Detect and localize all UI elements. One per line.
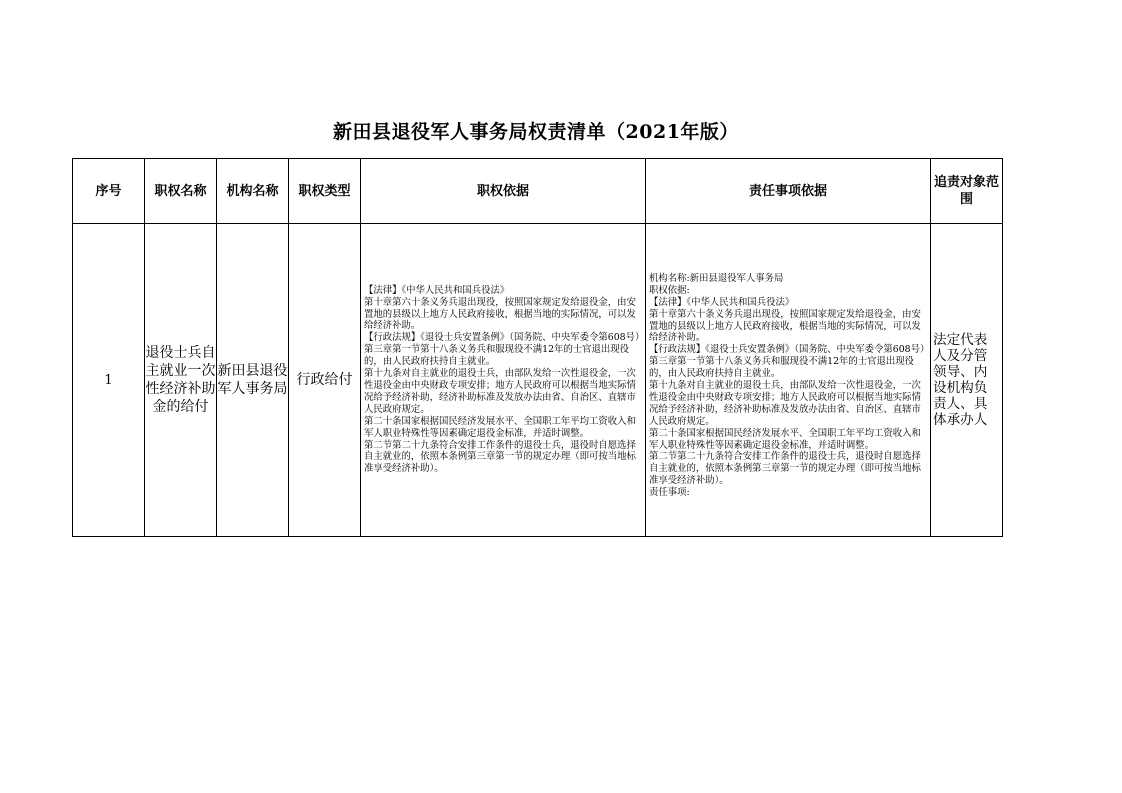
cell-power-type: 行政给付 (289, 224, 361, 537)
duty-basis-line: 第二节第二十九条符合安排工作条件的退役士兵，退役时自愿选择自主就业的，依照本条例第三章第一节的规定办理（即可按当地标准享受经济补助）。 (649, 451, 921, 487)
header-power-type: 职权类型 (289, 159, 361, 224)
header-scope: 追责对象范围 (931, 159, 1003, 224)
cell-power-name: 退役士兵自主就业一次性经济补助金的给付 (145, 224, 217, 537)
duty-basis-line: 【法律】《中华人民共和国兵役法》 (649, 296, 795, 308)
page-title: 新田县退役军人事务局权责清单（2021年版） (333, 121, 739, 143)
header-power-name: 职权名称 (145, 159, 217, 224)
duty-basis-line: 第十章第六十条义务兵退出现役，按照国家规定发给退役金，由安置地的县级以上地方人民政府接收，根据当地的实际情况，可以发给经济补助。 (649, 308, 921, 344)
duty-basis-line: 机构名称:新田县退役军人事务局 (649, 272, 784, 284)
cell-scope: 法定代表人及分管领导、内设机构负责人、具体承办人 (931, 224, 1003, 537)
power-basis-line: 【行政法规】《退役士兵安置条例》（国务院、中央军委令第608号） (364, 332, 645, 344)
table-row (73, 224, 1003, 537)
header-duty-basis: 责任事项依据 (646, 159, 931, 224)
duty-basis-line: 职权依据: (649, 284, 690, 296)
power-basis-line: 第十九条对自主就业的退役士兵，由部队发给一次性退役金，一次性退役金由中央财政专项安排；地方人民政府可以根据当地实际情况给予经济补助，经济补助标准及发放办法由省、自治区、直辖市人民政府规定。 (364, 368, 636, 415)
header-row (73, 159, 1003, 224)
header-org-name: 机构名称 (217, 159, 289, 224)
power-basis-line: 第三章第一节第十八条义务兵和服现役不满12年的士官退出现役的，由人民政府扶持自主就业。 (364, 344, 630, 368)
duty-basis-line: 第三章第一节第十八条义务兵和服现役不满12年的士官退出现役的，由人民政府扶持自主就业。 (649, 356, 915, 380)
cell-org-name: 新田县退役军人事务局 (217, 224, 289, 537)
duty-basis-line: 第二十条国家根据国民经济发展水平、全国职工年平均工资收入和军人职业特殊性等因素确定退役金标准，并适时调整。 (649, 427, 921, 451)
duty-basis-line: 责任事项: (649, 487, 690, 499)
cell-seq: 1 (73, 224, 145, 537)
power-basis-line: 第二十条国家根据国民经济发展水平、全国职工年平均工资收入和军人职业特殊性等因素确定退役金标准，并适时调整。 (364, 415, 636, 439)
cell-power-basis (361, 224, 646, 537)
duty-basis-line: 第十九条对自主就业的退役士兵，由部队发给一次性退役金，一次性退役金由中央财政专项安排；地方人民政府可以根据当地实际情况给予经济补助，经济补助标准及发放办法由省、自治区、直辖市人民政府规定。 (649, 380, 921, 427)
power-basis-line: 第十章第六十条义务兵退出现役，按照国家规定发给退役金，由安置地的县级以上地方人民政府接收，根据当地的实际情况，可以发给经济补助。 (364, 296, 636, 332)
header-power-basis: 职权依据 (361, 159, 646, 224)
power-list-table (72, 158, 1003, 537)
power-basis-line: 第二节第二十九条符合安排工作条件的退役士兵，退役时自愿选择自主就业的，依照本条例第三章第一节的规定办理（即可按当地标准享受经济补助）。 (364, 439, 636, 475)
header-seq: 序号 (73, 159, 145, 224)
power-basis-line: 【法律】《中华人民共和国兵役法》 (364, 284, 510, 296)
cell-duty-basis (646, 224, 931, 537)
duty-basis-line: 【行政法规】《退役士兵安置条例》（国务院、中央军委令第608号） (649, 344, 930, 356)
